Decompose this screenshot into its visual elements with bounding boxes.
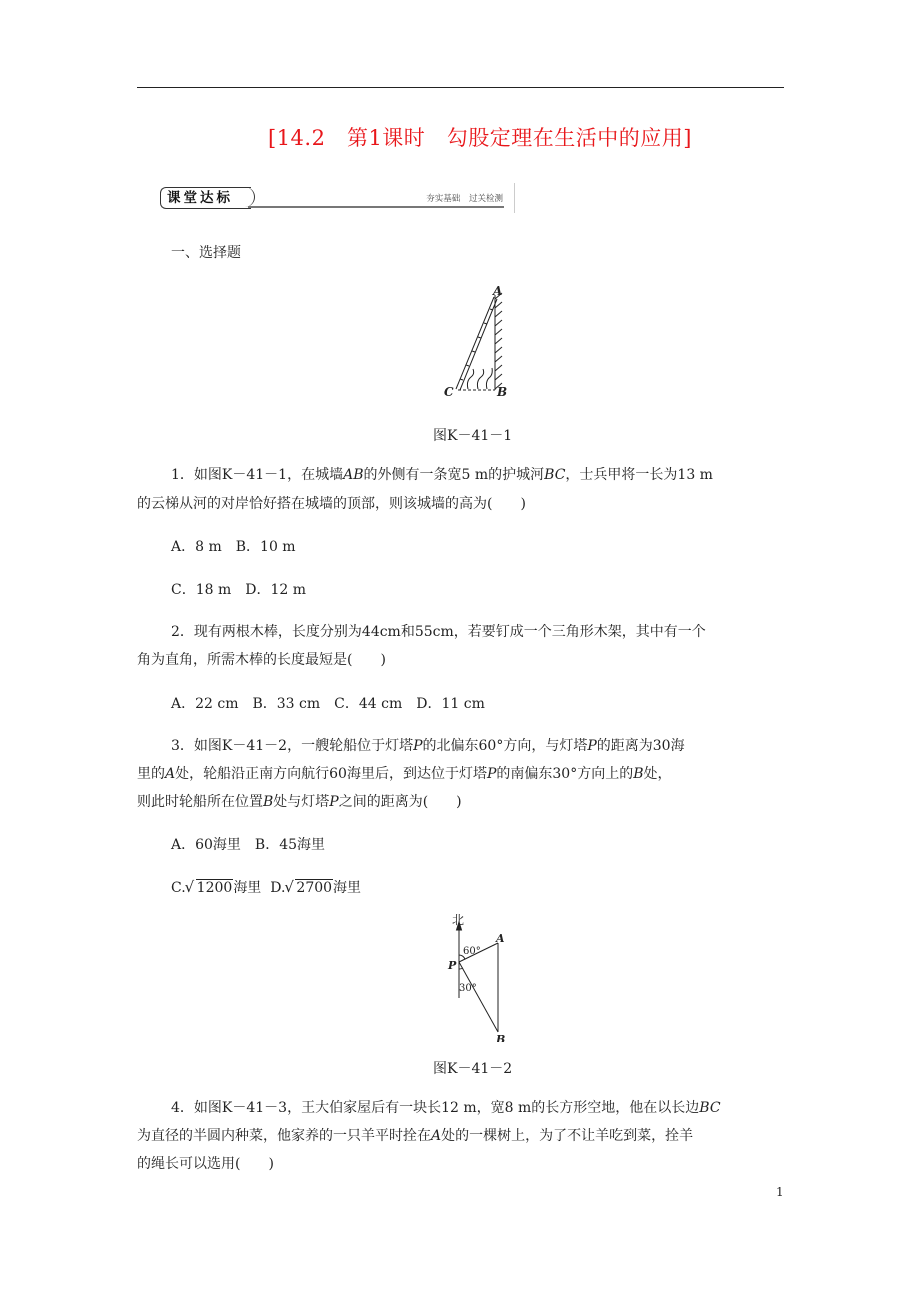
q3-text: 处与灯塔 [273,794,330,810]
option-d-unit: 海里 [333,880,362,896]
figure-caption-1: 图K－41－1 [433,428,513,444]
question-1-line-2: 的云梯从河的对岸恰好搭在城墙的顶部，则该城墙的高为( ) [137,496,526,512]
section-heading: 一、选择题 [171,245,241,261]
fig2-label-north: 北 [452,913,465,927]
q3-var-b: B [263,794,274,810]
fig2-angle-60: 60° [463,946,481,957]
fig2-label-a: A [496,932,505,945]
q4-var-a: A [431,1128,442,1144]
q3-text: 之间的距离为( ) [338,794,462,810]
river-waves [467,368,492,389]
question-1-options-ab: A．8 m B．10 m [171,539,296,555]
banner-subtitle: 夯实基础 过关检测 [426,194,503,204]
angle-arc-30 [459,968,463,969]
section-banner [160,187,515,211]
question-4-line-1 [171,1094,721,1122]
q3-text: 的南偏东30°方向上的 [496,766,634,782]
segment-pb [459,962,498,1032]
header-rule [137,87,784,88]
banner-divider [514,183,515,213]
question-3-options-ab: A．60海里 B．45海里 [171,837,326,853]
q3-var-p: P [413,738,423,754]
q4-var-bc: BC [699,1100,721,1116]
figure-k41-2 [440,912,520,1042]
question-1-line-1 [171,461,713,489]
fig1-label-b: B [497,385,508,399]
q3-var-p: P [486,766,497,782]
q1-var-bc: BC [544,467,566,483]
q4-text: 4．如图K－41－3，王大伯家屋后有一块长12 m，宽8 m的长方形空地，他在以长边 [171,1100,700,1116]
radicand-2700: 2700 [296,880,333,896]
q3-text: 处， [643,766,672,782]
q3-text: 的距离为30海 [596,738,685,754]
figure-caption-2: 图K－41－2 [433,1061,513,1077]
q3-var-p: P [329,794,339,810]
question-3-line-1 [171,732,685,760]
q3-text: 3．如图K－41－2，一艘轮船位于灯塔 [171,738,414,754]
q1-text: ，士兵甲将一长为13 m [565,467,713,483]
q4-text: 为直径的半圆内种菜，他家养的一只羊平时拴在 [137,1128,431,1144]
q1-text: 的外侧有一条宽5 m的护城河 [363,467,545,483]
question-3-line-3 [137,788,462,816]
page-title: [14.2 第1课时 勾股定理在生活中的应用] [268,126,693,150]
option-d-label: D. [270,880,286,896]
question-2-line-1: 2．现有两根木棒，长度分别为44cm和55cm，若要钉成一个三角形木架，其中有一个 [171,624,706,640]
question-1-options-cd: C．18 m D．12 m [171,582,307,598]
q3-var-p: P [587,738,597,754]
q3-text: 则此时轮船所在位置 [137,794,263,810]
fig2-angle-30: 30° [459,983,477,994]
question-4-line-2 [137,1122,693,1150]
wall-hatching [495,293,502,389]
fig1-label-a: A [493,285,503,298]
q3-var-a: A [165,766,176,782]
q1-text: 1．如图K－41－1，在城墙 [171,467,344,483]
figure-k41-1 [440,285,520,400]
q3-text: 处，轮船沿正南方向航行60海里后，到达位于灯塔 [175,766,487,782]
fig2-label-b: B [496,1033,506,1042]
option-c-label: C. [171,880,186,896]
banner-underline [248,206,504,208]
question-3-line-2 [137,760,672,788]
banner-label: 课堂达标 [160,187,251,209]
question-4-line-3: 的绳长可以选用( ) [137,1156,274,1172]
fig1-label-c: C [444,385,454,399]
q3-text: 的北偏东60°方向，与灯塔 [422,738,588,754]
q3-var-b: B [633,766,644,782]
radicand-1200: 1200 [196,880,233,896]
page-number: 1 [776,1185,784,1199]
q4-text: 处的一棵树上，为了不让羊吃到菜，拴羊 [441,1128,694,1144]
fig2-label-p: P [448,959,457,972]
question-2-line-2: 角为直角，所需木棒的长度最短是( ) [137,652,386,668]
sqrt-1200 [186,874,234,902]
question-2-options: A．22 cm B．33 cm C．44 cm D．11 cm [171,696,485,712]
q3-text: 里的 [137,766,165,782]
q1-var-ab: AB [343,467,364,483]
question-3-options-cd [171,874,361,902]
banner-tab-curve [236,187,255,207]
sqrt-2700 [285,874,333,902]
option-c-unit: 海里 [233,880,262,896]
